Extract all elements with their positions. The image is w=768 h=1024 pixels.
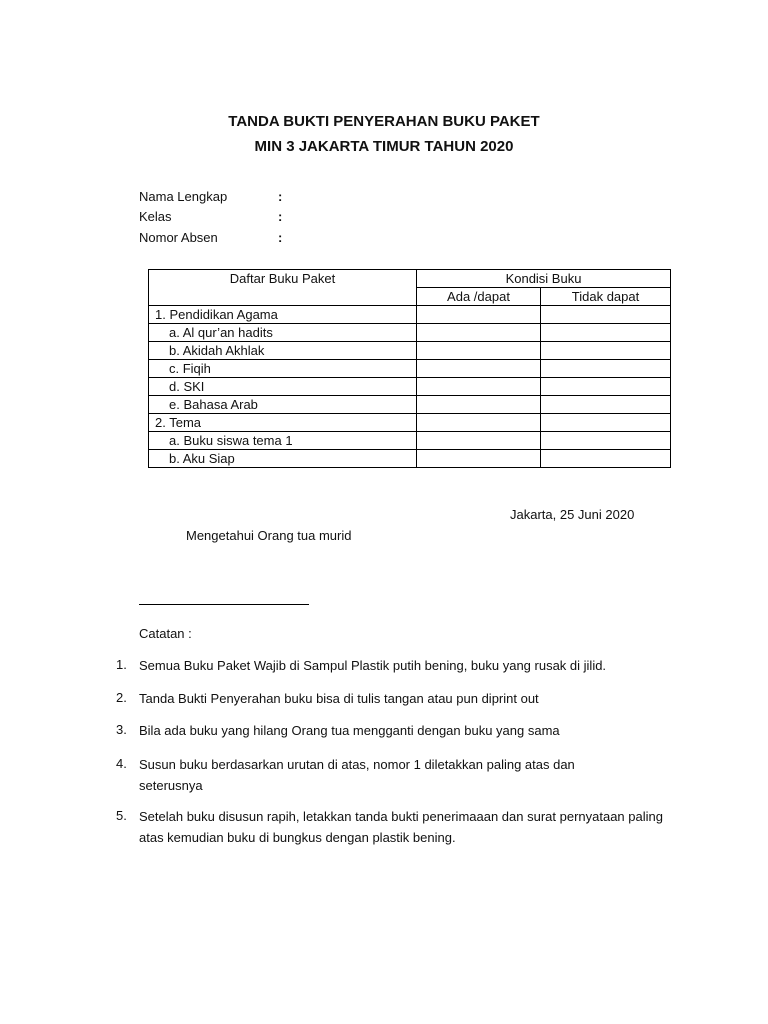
header-available: Ada /dapat — [417, 288, 541, 306]
note-number: 2. — [116, 690, 127, 705]
condition-ok-cell — [417, 342, 541, 360]
notes-title: Catatan : — [139, 626, 192, 641]
field-colon: : — [278, 230, 283, 245]
signature-line — [139, 604, 309, 605]
book-list-table — [148, 269, 671, 468]
book-name: a. Al qur’an hadits — [149, 324, 417, 342]
table-row — [149, 360, 671, 378]
table-row — [149, 342, 671, 360]
note-text: Bila ada buku yang hilang Orang tua mengganti dengan buku yang sama — [139, 723, 560, 738]
book-name: d. SKI — [149, 378, 417, 396]
table-row — [149, 378, 671, 396]
condition-ok-cell — [417, 324, 541, 342]
condition-ok-cell — [417, 450, 541, 468]
place-date: Jakarta, 25 Juni 2020 — [510, 507, 635, 522]
field-label-nomor-absen: Nomor Absen — [139, 230, 218, 245]
table-header-row — [149, 270, 671, 288]
condition-ok-cell — [417, 306, 541, 324]
condition-ok-cell — [417, 360, 541, 378]
condition-not-ok-cell — [541, 360, 671, 378]
table-row — [149, 432, 671, 450]
note-text: Setelah buku disusun rapih, letakkan tanda bukti penerimaaan dan surat pernyataan paling atas kemudian buku di bungkus dengan plastik bening. — [139, 809, 663, 845]
field-label-kelas: Kelas — [139, 209, 172, 224]
header-book-condition: Kondisi Buku — [417, 270, 671, 288]
table-row — [149, 396, 671, 414]
condition-ok-cell — [417, 378, 541, 396]
condition-ok-cell — [417, 414, 541, 432]
document-subtitle: MIN 3 JAKARTA TIMUR TAHUN 2020 — [254, 138, 514, 155]
table-row — [149, 450, 671, 468]
condition-not-ok-cell — [541, 378, 671, 396]
field-colon: : — [278, 189, 283, 204]
note-number: 4. — [116, 756, 127, 771]
note-number: 3. — [116, 722, 127, 737]
note-number: 1. — [116, 657, 127, 672]
condition-not-ok-cell — [541, 324, 671, 342]
note-text: Tanda Bukti Penyerahan buku bisa di tulis tangan atau pun diprint out — [139, 691, 539, 706]
book-name: b. Aku Siap — [149, 450, 417, 468]
book-name: e. Bahasa Arab — [149, 396, 417, 414]
field-label-nama-lengkap: Nama Lengkap — [139, 189, 228, 204]
book-name: 2. Tema — [149, 414, 417, 432]
table-row — [149, 306, 671, 324]
header-book-list: Daftar Buku Paket — [149, 270, 417, 306]
note-number: 5. — [116, 808, 127, 823]
book-name: a. Buku siswa tema 1 — [149, 432, 417, 450]
book-name: 1. Pendidikan Agama — [149, 306, 417, 324]
condition-not-ok-cell — [541, 432, 671, 450]
book-name: c. Fiqih — [149, 360, 417, 378]
condition-not-ok-cell — [541, 414, 671, 432]
field-colon: : — [278, 209, 283, 224]
note-text: Susun buku berdasarkan urutan di atas, nomor 1 diletakkan paling atas dan seterusnya — [139, 757, 575, 793]
note-text: Semua Buku Paket Wajib di Sampul Plastik putih bening, buku yang rusak di jilid. — [139, 658, 607, 673]
condition-not-ok-cell — [541, 396, 671, 414]
table-row — [149, 414, 671, 432]
document-title: TANDA BUKTI PENYERAHAN BUKU PAKET — [228, 113, 540, 130]
header-not-available: Tidak dapat — [541, 288, 671, 306]
condition-not-ok-cell — [541, 450, 671, 468]
condition-not-ok-cell — [541, 342, 671, 360]
condition-not-ok-cell — [541, 306, 671, 324]
acknowledgement-label: Mengetahui Orang tua murid — [186, 528, 352, 543]
table-row — [149, 324, 671, 342]
book-name: b. Akidah Akhlak — [149, 342, 417, 360]
condition-ok-cell — [417, 432, 541, 450]
condition-ok-cell — [417, 396, 541, 414]
